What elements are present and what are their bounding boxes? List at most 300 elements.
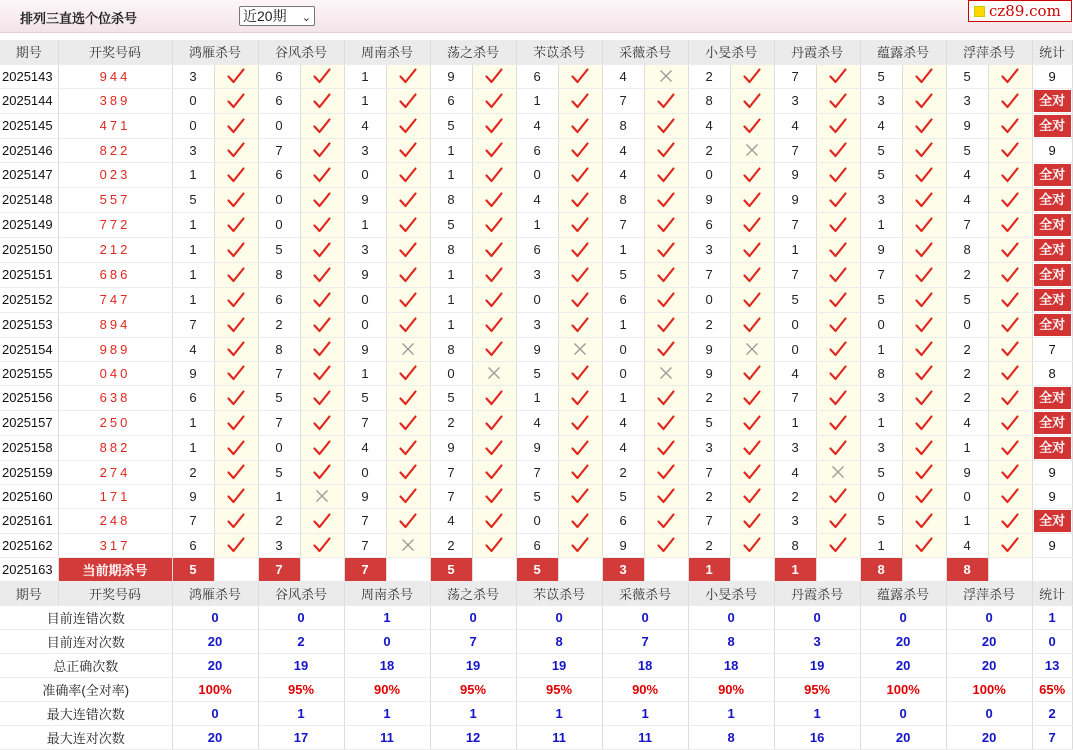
row-stat: 9 [1032,138,1072,162]
check-icon [902,460,946,484]
logo-square-icon [974,6,985,17]
column-header-expert: 浮萍杀号 [946,581,1032,605]
kill-number: 4 [946,162,988,187]
cross-icon [386,337,430,361]
kill-number: 1 [602,385,644,410]
check-icon [902,88,946,113]
all-correct-badge: 全对 [1034,264,1071,286]
kill-number: 7 [516,460,558,484]
kill-number: 7 [774,64,816,88]
check-icon [558,88,602,113]
check-icon [214,361,258,385]
check-icon [730,533,774,557]
kill-number: 9 [344,262,386,287]
summary-value: 0 [860,605,946,629]
check-icon [902,484,946,508]
cross-icon [730,337,774,361]
check-icon [300,361,344,385]
check-icon [300,337,344,361]
page-title: 排列三直选个位杀号 [20,11,138,26]
kill-number: 1 [172,162,214,187]
check-icon [816,262,860,287]
summary-value: 2 [1032,701,1072,725]
check-icon [472,64,516,88]
kill-number: 2 [430,410,472,435]
issue-number: 2025148 [0,187,58,212]
kill-number: 6 [516,138,558,162]
check-icon [472,287,516,312]
kill-number: 5 [860,162,902,187]
kill-number: 9 [946,460,988,484]
kill-number: 4 [860,113,902,138]
issue-number: 2025144 [0,88,58,113]
check-icon [730,435,774,460]
all-correct-badge: 全对 [1034,189,1071,211]
kill-number: 0 [258,435,300,460]
draw-number: 638 [58,385,172,410]
current-kill-blank [902,557,946,581]
check-icon [902,113,946,138]
current-period-row [0,557,1072,581]
check-icon [902,162,946,187]
kill-number: 7 [774,138,816,162]
table-row [0,337,1072,361]
summary-value: 90% [688,677,774,701]
check-icon [988,337,1032,361]
check-icon [644,287,688,312]
kill-number: 3 [688,435,730,460]
column-header-expert: 荡之杀号 [430,581,516,605]
row-stat [1032,410,1072,435]
header-row [0,40,1072,64]
summary-value: 0 [172,701,258,725]
kill-number: 7 [344,508,386,533]
kill-number: 5 [860,460,902,484]
kill-number: 3 [688,237,730,262]
row-stat [1032,262,1072,287]
summary-value: 65% [1032,677,1072,701]
kill-number: 2 [258,508,300,533]
kill-number: 1 [430,287,472,312]
kill-number: 1 [860,410,902,435]
summary-value: 20 [946,653,1032,677]
issue-number: 2025154 [0,337,58,361]
summary-value: 1 [258,701,344,725]
logo-text: cz89.com [989,2,1061,20]
check-icon [472,113,516,138]
kill-number: 4 [774,361,816,385]
summary-value: 90% [602,677,688,701]
check-icon [816,385,860,410]
all-correct-badge: 全对 [1034,314,1071,336]
kill-number: 0 [344,460,386,484]
table-row [0,287,1072,312]
check-icon [988,64,1032,88]
kill-number: 1 [946,508,988,533]
current-kill-blank [816,557,860,581]
kill-number: 1 [430,262,472,287]
table-row [0,435,1072,460]
kill-number: 2 [258,312,300,337]
check-icon [386,64,430,88]
summary-value: 19 [774,653,860,677]
row-stat [1032,162,1072,187]
current-kill-number: 1 [774,557,816,581]
check-icon [988,187,1032,212]
table-row [0,113,1072,138]
period-select[interactable] [239,6,315,26]
check-icon [214,138,258,162]
table-row [0,410,1072,435]
check-icon [558,508,602,533]
kill-number: 6 [258,64,300,88]
kill-number: 5 [946,138,988,162]
kill-number: 4 [516,113,558,138]
kill-number: 0 [516,287,558,312]
kill-number: 9 [430,435,472,460]
summary-value: 20 [860,653,946,677]
kill-number: 5 [258,460,300,484]
draw-number: 822 [58,138,172,162]
check-icon [386,212,430,237]
kill-number: 7 [688,262,730,287]
kill-number: 7 [344,410,386,435]
all-correct-badge: 全对 [1034,387,1071,409]
summary-value: 11 [602,725,688,749]
kill-number: 2 [946,385,988,410]
check-icon [988,212,1032,237]
check-icon [386,162,430,187]
kill-number: 0 [516,162,558,187]
summary-value: 1 [774,701,860,725]
check-icon [214,212,258,237]
kill-number: 2 [688,312,730,337]
check-icon [214,508,258,533]
kill-number: 5 [430,212,472,237]
summary-value: 8 [688,725,774,749]
kill-number: 5 [430,113,472,138]
kill-number: 1 [516,88,558,113]
check-icon [300,113,344,138]
check-icon [558,113,602,138]
kill-number: 0 [860,484,902,508]
chevron-down-icon: ⌄ [301,12,311,24]
draw-number: 944 [58,64,172,88]
current-kill-label: 当前期杀号 [58,557,172,581]
kill-number: 7 [688,508,730,533]
table-row [0,64,1072,88]
all-correct-badge: 全对 [1034,90,1071,112]
kill-number: 0 [774,312,816,337]
kill-number: 1 [602,237,644,262]
check-icon [214,533,258,557]
current-kill-blank [386,557,430,581]
summary-value: 0 [946,701,1032,725]
check-icon [300,435,344,460]
kill-number: 4 [344,113,386,138]
kill-number-table [0,40,1073,750]
kill-number: 9 [688,187,730,212]
kill-number: 4 [602,162,644,187]
kill-number: 6 [516,533,558,557]
check-icon [988,88,1032,113]
summary-value: 7 [430,629,516,653]
current-kill-number: 5 [430,557,472,581]
summary-value: 1 [430,701,516,725]
check-icon [816,64,860,88]
kill-number: 8 [688,88,730,113]
check-icon [472,237,516,262]
kill-number: 1 [602,312,644,337]
row-stat [1032,385,1072,410]
issue-number: 2025161 [0,508,58,533]
check-icon [558,435,602,460]
current-kill-blank [988,557,1032,581]
kill-number: 7 [430,484,472,508]
issue-number: 2025160 [0,484,58,508]
all-correct-badge: 全对 [1034,289,1071,311]
summary-value: 0 [1032,629,1072,653]
kill-number: 0 [516,508,558,533]
summary-value: 12 [430,725,516,749]
kill-number: 4 [602,64,644,88]
kill-number: 9 [344,187,386,212]
current-kill-number: 7 [344,557,386,581]
check-icon [300,312,344,337]
check-icon [902,508,946,533]
check-icon [214,64,258,88]
check-icon [300,138,344,162]
kill-number: 1 [258,484,300,508]
kill-number: 3 [860,88,902,113]
check-icon [214,312,258,337]
summary-row [0,629,1072,653]
column-header-expert: 周南杀号 [344,40,430,64]
check-icon [902,337,946,361]
check-icon [558,138,602,162]
kill-number: 3 [258,533,300,557]
issue-number: 2025143 [0,64,58,88]
kill-number: 1 [172,287,214,312]
kill-number: 3 [774,435,816,460]
summary-value: 11 [344,725,430,749]
summary-label: 目前连对次数 [0,629,172,653]
summary-value: 18 [688,653,774,677]
check-icon [902,187,946,212]
check-icon [988,287,1032,312]
check-icon [902,385,946,410]
summary-value: 100% [172,677,258,701]
kill-number: 7 [430,460,472,484]
check-icon [816,337,860,361]
kill-number: 9 [688,337,730,361]
check-icon [902,237,946,262]
summary-value: 3 [774,629,860,653]
check-icon [644,187,688,212]
check-icon [472,508,516,533]
summary-value: 20 [946,725,1032,749]
kill-number: 7 [258,410,300,435]
summary-value: 7 [1032,725,1072,749]
check-icon [644,262,688,287]
kill-number: 6 [602,287,644,312]
kill-number: 4 [516,187,558,212]
cross-icon [558,337,602,361]
kill-number: 7 [602,88,644,113]
check-icon [988,385,1032,410]
summary-value: 100% [946,677,1032,701]
check-icon [300,64,344,88]
check-icon [300,460,344,484]
kill-number: 3 [172,138,214,162]
check-icon [472,88,516,113]
cross-icon [300,484,344,508]
check-icon [902,212,946,237]
kill-number: 3 [860,385,902,410]
check-icon [644,508,688,533]
check-icon [386,88,430,113]
kill-number: 3 [946,88,988,113]
kill-number: 9 [688,361,730,385]
check-icon [644,237,688,262]
kill-number: 5 [172,187,214,212]
check-icon [730,312,774,337]
kill-number: 7 [860,262,902,287]
column-header-stat: 统计 [1032,40,1072,64]
kill-number: 2 [946,337,988,361]
check-icon [472,162,516,187]
check-icon [730,88,774,113]
check-icon [988,361,1032,385]
check-icon [300,212,344,237]
check-icon [300,533,344,557]
check-icon [902,262,946,287]
issue-number: 2025145 [0,113,58,138]
column-header-expert: 蕴露杀号 [860,40,946,64]
kill-number: 8 [946,237,988,262]
check-icon [988,262,1032,287]
draw-number: 894 [58,312,172,337]
check-icon [816,162,860,187]
kill-number: 3 [774,88,816,113]
check-icon [300,237,344,262]
kill-number: 4 [774,460,816,484]
summary-label: 最大连错次数 [0,701,172,725]
summary-value: 16 [774,725,860,749]
check-icon [472,212,516,237]
column-header-expert: 小旻杀号 [688,40,774,64]
draw-number: 171 [58,484,172,508]
kill-number: 5 [516,361,558,385]
all-correct-badge: 全对 [1034,510,1071,532]
cross-icon [386,533,430,557]
check-icon [902,361,946,385]
draw-number: 557 [58,187,172,212]
column-header-expert: 鸿雁杀号 [172,40,258,64]
check-icon [558,361,602,385]
check-icon [644,113,688,138]
check-icon [988,508,1032,533]
check-icon [386,287,430,312]
check-icon [730,237,774,262]
summary-value: 19 [516,653,602,677]
site-logo[interactable] [968,0,1072,22]
column-header-expert: 芣苡杀号 [516,40,602,64]
kill-number: 6 [172,533,214,557]
check-icon [644,435,688,460]
table-row [0,187,1072,212]
kill-number: 7 [774,385,816,410]
table-row [0,212,1072,237]
column-header-expert: 采薇杀号 [602,40,688,64]
column-header-expert: 丹霞杀号 [774,581,860,605]
kill-number: 0 [258,187,300,212]
check-icon [730,508,774,533]
kill-number: 1 [516,212,558,237]
check-icon [816,484,860,508]
check-icon [386,262,430,287]
kill-number: 0 [946,484,988,508]
kill-number: 1 [860,337,902,361]
kill-number: 9 [516,337,558,361]
kill-number: 0 [946,312,988,337]
check-icon [472,484,516,508]
cross-icon [644,64,688,88]
check-icon [214,287,258,312]
check-icon [472,138,516,162]
draw-number: 317 [58,533,172,557]
kill-number: 3 [860,187,902,212]
draw-number: 248 [58,508,172,533]
kill-number: 0 [258,212,300,237]
check-icon [386,508,430,533]
kill-number: 3 [172,64,214,88]
current-kill-number: 7 [258,557,300,581]
check-icon [988,312,1032,337]
kill-number: 0 [344,312,386,337]
kill-number: 5 [688,410,730,435]
kill-number: 9 [602,533,644,557]
kill-number: 6 [516,237,558,262]
draw-number: 882 [58,435,172,460]
kill-number: 2 [602,460,644,484]
check-icon [472,312,516,337]
check-icon [386,460,430,484]
table-row [0,460,1072,484]
check-icon [816,287,860,312]
current-kill-blank [472,557,516,581]
check-icon [558,187,602,212]
table-row [0,237,1072,262]
check-icon [988,484,1032,508]
kill-number: 6 [258,88,300,113]
column-header-expert: 芣苡杀号 [516,581,602,605]
kill-number: 1 [172,435,214,460]
check-icon [214,187,258,212]
kill-number: 0 [774,337,816,361]
kill-number: 5 [344,385,386,410]
kill-number: 7 [688,460,730,484]
table-row [0,312,1072,337]
summary-value: 0 [860,701,946,725]
summary-value: 7 [602,629,688,653]
kill-number: 4 [946,187,988,212]
summary-value: 13 [1032,653,1072,677]
kill-number: 6 [258,287,300,312]
kill-number: 0 [688,162,730,187]
summary-value: 20 [946,629,1032,653]
kill-number: 5 [258,385,300,410]
